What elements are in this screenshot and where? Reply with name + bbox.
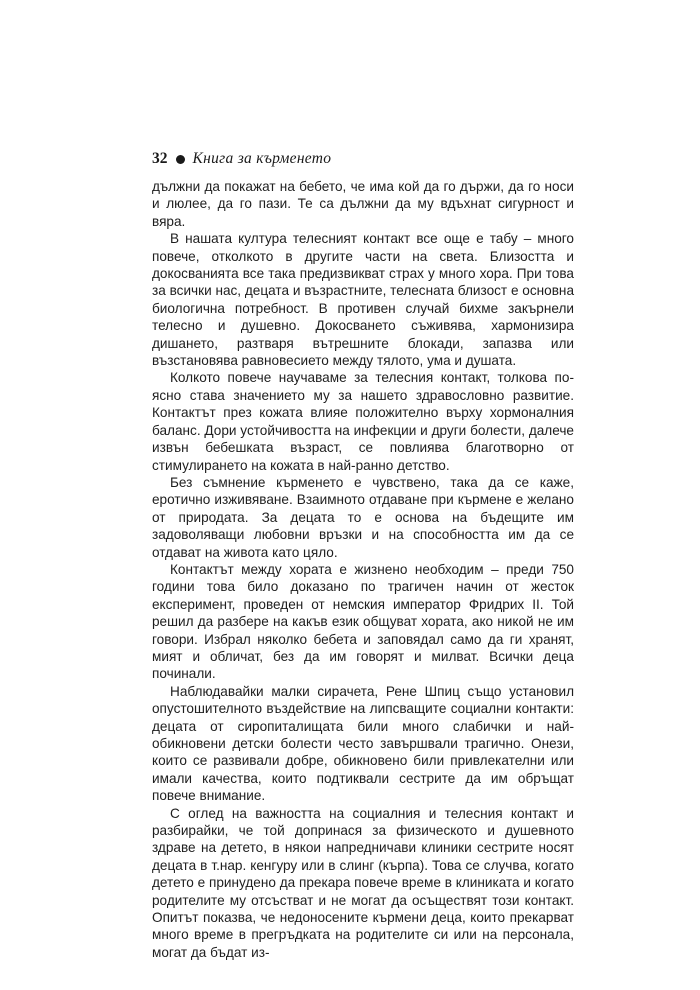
paragraph: Колкото повече научаваме за телесния контакт, толкова по-ясно става значението му за нашето здравословно развитие. Контактът през кожата влияе положително върху хормоналния баланс. Дори устойчивостта на инфекции и други болести, далече извън бебешката възраст, се повлиява благотворно от стимулирането на кожата в най-ранно детство. (152, 370, 574, 473)
paragraph: Контактът между хората е жизнено необходим – преди 750 години това било доказано по трагичен начин от жесток експеримент, проведен от немския император Фридрих II. Той решил да разбере на какъв език общуват хората, ако никой не им говори. Избрал няколко бебета и заповядал само да ги хранят, мият и обличат, без да им говорят и милват. Всички деца починали. (152, 561, 574, 682)
bullet-icon (176, 155, 185, 164)
paragraph: Без съмнение кърменето е чувствено, така да се каже, еротично изживяване. Взаимното отдаване при кърмене е желано от природата. За децата то е основа на бъдещите им задоволяващи любовни връзки и на способността им да се отдават на живота като цяло. (152, 474, 574, 560)
running-head (152, 150, 331, 168)
paragraph: В нашата култура телесният контакт все още е табу – много повече, отколкото в другите части на света. Близостта и докосванията все така предизвикват страх у много хора. При това за всички нас, децата и възрастните, телесната близост е основна биологична потребност. В противен случай бихме закърнели телесно и душевно. Докосването съживява, хармонизира дишането, разтваря вътрешните блокади, запазва или възстановява равновесието между тялото, ума и душата. (152, 231, 574, 369)
paragraph: дължни да покажат на бебето, че има кой да го държи, да го носи и люлее, да го пази. Те са дължни да му вдъхнат сигурност и вяра. (152, 179, 574, 229)
paragraph: Наблюдавайки малки сирачета, Рене Шпиц също установил опустошителното въздействие на липсващите социални контакти: децата от сиропиталищата били много слабички и най-обикновени детски болести често завършвали трагично. Онези, които се развивали добре, обикновено били привлекателни или имали качества, които подтиквали сестрите да им обръщат повече внимание. (152, 683, 574, 804)
body-text (152, 178, 574, 961)
book-title: Книга за кърменето (192, 150, 332, 167)
paragraph: С оглед на важността на социалния и телесния контакт и разбирайки, че той допринася за физическото и душевното здраве на детето, в някои напредничави клиники сестрите носят децата в т.нар. кенгуру или в слинг (кърпа). Това се случва, когато детето е принудено да прекара повече време в клиниката и когато родителите му отсъстват и не могат да осъществят този контакт. Опитът показва, че недоносените кърмени деца, които прекарват много време в прегръдката на родителите си или на персонала, могат да бъдат из- (152, 805, 574, 960)
page-number: 32 (152, 150, 168, 167)
